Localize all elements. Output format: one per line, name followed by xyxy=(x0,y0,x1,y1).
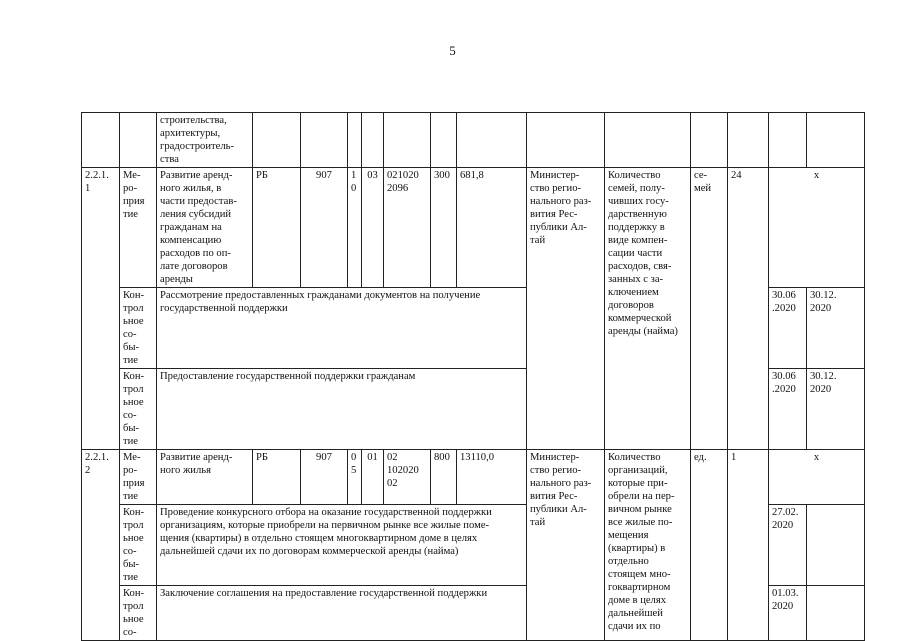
event-description-cell: Рассмотрение предоставленных гражданами документов на получение государственной поддержки xyxy=(157,288,527,369)
table-row xyxy=(82,168,865,288)
value-cell: 1 xyxy=(728,450,769,641)
event-description-cell: Проведение конкурсного отбора на оказание государственной поддержки организациям, которые приобрели на первичном рынке все жилые поме- щения (квартиры) в отдельно стоящем многоквартирном доме в целях дальнейшей сдачи их по договорам коммерческой аренды (найма) xyxy=(157,505,527,586)
plan-table xyxy=(81,112,865,641)
csr-cell: 02 102020 02 xyxy=(384,450,431,505)
amount-cell: 681,8 xyxy=(457,168,527,288)
rz-cell: 1 0 xyxy=(348,168,362,288)
indicator-cell: Количество семей, полу- чивших госу- дарственную поддержку в виде компен- сации части расходов, свя- занных с за- ключением договоров коммерческой аренды (найма) xyxy=(605,168,691,450)
date-start-cell: 30.06 .2020 xyxy=(769,369,807,450)
pr-cell: 01 xyxy=(362,450,384,505)
date-start-cell: 27.02. 2020 xyxy=(769,505,807,586)
pr-cell: 03 xyxy=(362,168,384,288)
rz-cell: 0 5 xyxy=(348,450,362,505)
table-row xyxy=(82,113,865,168)
code-cell: 2.2.1. 1 xyxy=(82,168,120,450)
value-cell: 24 xyxy=(728,168,769,450)
date-end-cell: 30.12. 2020 xyxy=(807,369,865,450)
event-description-cell: Заключение соглашения на предоставление государственной поддержки xyxy=(157,586,527,641)
description-cell: строительства, архитектуры, градостроитель- ства xyxy=(157,113,253,168)
date-end-cell xyxy=(807,586,865,641)
code-cell: 2.2.1. 2 xyxy=(82,450,120,641)
date-end-cell: 30.12. 2020 xyxy=(807,288,865,369)
table-row xyxy=(82,450,865,505)
executor-cell: Министер- ство регио- нального раз- вития Рес- публики Ал- тай xyxy=(527,450,605,641)
description-cell: Развитие аренд- ного жилья xyxy=(157,450,253,505)
executor-cell: Министер- ство регио- нального раз- вития Рес- публики Ал- тай xyxy=(527,168,605,450)
grbs-cell: 907 xyxy=(301,450,348,505)
page-number: 5 xyxy=(449,43,456,58)
unit-cell: ед. xyxy=(691,450,728,641)
event-description-cell: Предоставление государственной поддержки гражданам xyxy=(157,369,527,450)
vr-cell: 800 xyxy=(431,450,457,505)
mark-cell: х xyxy=(769,168,865,288)
date-start-cell: 30.06 .2020 xyxy=(769,288,807,369)
budget-source-cell: РБ xyxy=(253,450,301,505)
indicator-cell: Количество организаций, которые при- обрели на пер- вичном рынке все жилые по- мещения (квартиры) в отдельно стоящем мно- гоквартирном доме в целях дальнейшей сдачи их по xyxy=(605,450,691,641)
type-cell: Ме- ро- прия тие xyxy=(120,450,157,505)
grbs-cell: 907 xyxy=(301,168,348,288)
type-cell: Кон- трол ьное со- xyxy=(120,586,157,641)
csr-cell: 021020 2096 xyxy=(384,168,431,288)
type-cell: Кон- трол ьное со- бы- тие xyxy=(120,369,157,450)
mark-cell: х xyxy=(769,450,865,505)
vr-cell: 300 xyxy=(431,168,457,288)
description-cell: Развитие аренд- ного жилья, в части предостав- ления субсидий гражданам на компенсацию расходов по оп- лате договоров аренды xyxy=(157,168,253,288)
date-end-cell xyxy=(807,505,865,586)
type-cell: Кон- трол ьное со- бы- тие xyxy=(120,505,157,586)
type-cell: Ме- ро- прия тие xyxy=(120,168,157,288)
budget-source-cell: РБ xyxy=(253,168,301,288)
code-cell xyxy=(82,113,120,168)
date-start-cell: 01.03. 2020 xyxy=(769,586,807,641)
unit-cell: се- мей xyxy=(691,168,728,450)
amount-cell: 13110,0 xyxy=(457,450,527,505)
type-cell xyxy=(120,113,157,168)
type-cell: Кон- трол ьное со- бы- тие xyxy=(120,288,157,369)
